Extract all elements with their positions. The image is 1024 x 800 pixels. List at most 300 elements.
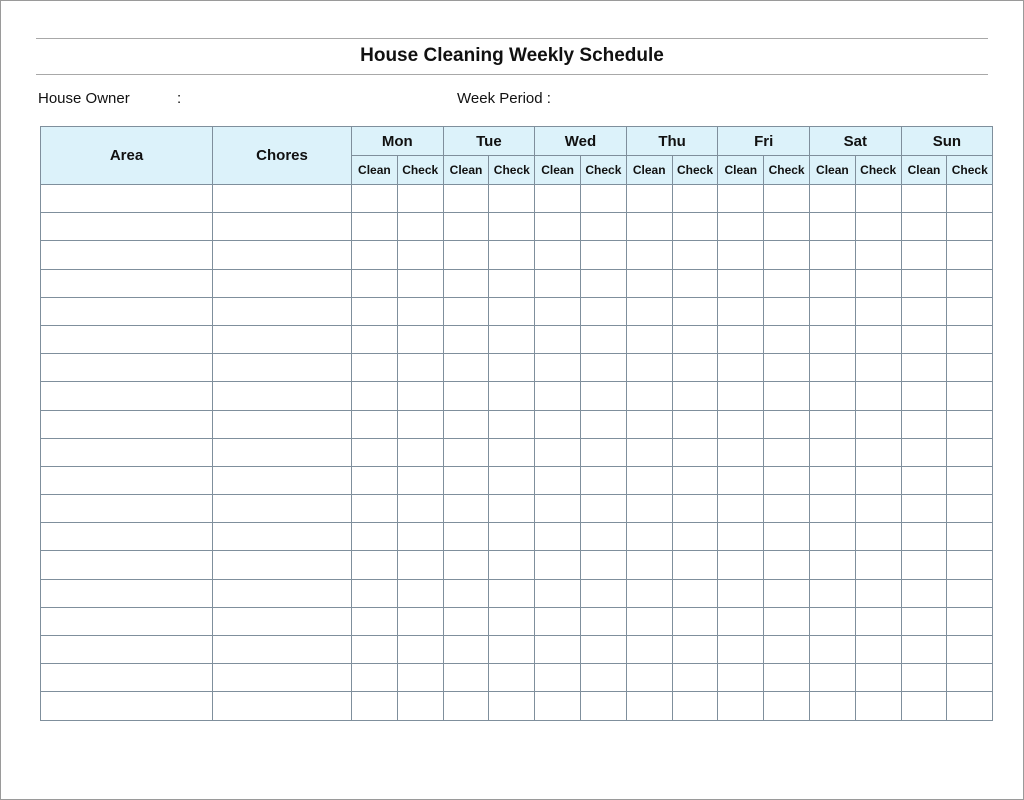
sun-clean-cell[interactable] bbox=[901, 692, 947, 720]
fri-check-cell[interactable] bbox=[764, 185, 810, 213]
sun-check-cell[interactable] bbox=[947, 523, 993, 551]
tue-check-cell[interactable] bbox=[489, 551, 535, 579]
area-cell[interactable] bbox=[41, 551, 213, 579]
fri-check-cell[interactable] bbox=[764, 297, 810, 325]
area-cell[interactable] bbox=[41, 382, 213, 410]
area-cell[interactable] bbox=[41, 579, 213, 607]
area-cell[interactable] bbox=[41, 692, 213, 720]
tue-clean-cell[interactable] bbox=[443, 410, 489, 438]
sun-check-cell[interactable] bbox=[947, 354, 993, 382]
thu-check-cell[interactable] bbox=[672, 523, 718, 551]
sat-clean-cell[interactable] bbox=[810, 325, 856, 353]
thu-clean-cell[interactable] bbox=[626, 325, 672, 353]
mon-clean-cell[interactable] bbox=[352, 410, 398, 438]
sat-clean-cell[interactable] bbox=[810, 579, 856, 607]
chores-cell[interactable] bbox=[213, 213, 352, 241]
fri-clean-cell[interactable] bbox=[718, 664, 764, 692]
fri-clean-cell[interactable] bbox=[718, 438, 764, 466]
sat-check-cell[interactable] bbox=[855, 269, 901, 297]
fri-check-cell[interactable] bbox=[764, 382, 810, 410]
fri-clean-cell[interactable] bbox=[718, 579, 764, 607]
mon-check-cell[interactable] bbox=[397, 297, 443, 325]
thu-check-cell[interactable] bbox=[672, 241, 718, 269]
sat-check-cell[interactable] bbox=[855, 185, 901, 213]
thu-check-cell[interactable] bbox=[672, 438, 718, 466]
sun-clean-cell[interactable] bbox=[901, 466, 947, 494]
mon-check-cell[interactable] bbox=[397, 438, 443, 466]
sun-check-cell[interactable] bbox=[947, 325, 993, 353]
tue-check-cell[interactable] bbox=[489, 579, 535, 607]
sun-clean-cell[interactable] bbox=[901, 607, 947, 635]
thu-check-cell[interactable] bbox=[672, 354, 718, 382]
sat-check-cell[interactable] bbox=[855, 523, 901, 551]
mon-check-cell[interactable] bbox=[397, 213, 443, 241]
thu-clean-cell[interactable] bbox=[626, 354, 672, 382]
sat-check-cell[interactable] bbox=[855, 382, 901, 410]
sat-clean-cell[interactable] bbox=[810, 523, 856, 551]
thu-clean-cell[interactable] bbox=[626, 269, 672, 297]
chores-cell[interactable] bbox=[213, 664, 352, 692]
sun-check-cell[interactable] bbox=[947, 213, 993, 241]
fri-check-cell[interactable] bbox=[764, 241, 810, 269]
wed-check-cell[interactable] bbox=[581, 325, 627, 353]
thu-clean-cell[interactable] bbox=[626, 551, 672, 579]
mon-check-cell[interactable] bbox=[397, 579, 443, 607]
wed-check-cell[interactable] bbox=[581, 607, 627, 635]
wed-check-cell[interactable] bbox=[581, 636, 627, 664]
tue-check-cell[interactable] bbox=[489, 269, 535, 297]
sat-clean-cell[interactable] bbox=[810, 495, 856, 523]
sun-check-cell[interactable] bbox=[947, 410, 993, 438]
wed-clean-cell[interactable] bbox=[535, 354, 581, 382]
tue-clean-cell[interactable] bbox=[443, 297, 489, 325]
thu-clean-cell[interactable] bbox=[626, 438, 672, 466]
chores-cell[interactable] bbox=[213, 636, 352, 664]
thu-clean-cell[interactable] bbox=[626, 213, 672, 241]
sun-check-cell[interactable] bbox=[947, 551, 993, 579]
sun-clean-cell[interactable] bbox=[901, 664, 947, 692]
mon-check-cell[interactable] bbox=[397, 551, 443, 579]
wed-clean-cell[interactable] bbox=[535, 664, 581, 692]
thu-check-cell[interactable] bbox=[672, 382, 718, 410]
wed-check-cell[interactable] bbox=[581, 523, 627, 551]
thu-check-cell[interactable] bbox=[672, 185, 718, 213]
sat-clean-cell[interactable] bbox=[810, 692, 856, 720]
mon-check-cell[interactable] bbox=[397, 354, 443, 382]
sun-check-cell[interactable] bbox=[947, 579, 993, 607]
mon-check-cell[interactable] bbox=[397, 325, 443, 353]
fri-check-cell[interactable] bbox=[764, 579, 810, 607]
fri-check-cell[interactable] bbox=[764, 213, 810, 241]
wed-check-cell[interactable] bbox=[581, 664, 627, 692]
mon-check-cell[interactable] bbox=[397, 269, 443, 297]
sat-check-cell[interactable] bbox=[855, 607, 901, 635]
sun-check-cell[interactable] bbox=[947, 269, 993, 297]
sat-check-cell[interactable] bbox=[855, 495, 901, 523]
sun-clean-cell[interactable] bbox=[901, 382, 947, 410]
fri-check-cell[interactable] bbox=[764, 692, 810, 720]
tue-check-cell[interactable] bbox=[489, 185, 535, 213]
tue-clean-cell[interactable] bbox=[443, 523, 489, 551]
tue-clean-cell[interactable] bbox=[443, 607, 489, 635]
wed-check-cell[interactable] bbox=[581, 241, 627, 269]
chores-cell[interactable] bbox=[213, 607, 352, 635]
chores-cell[interactable] bbox=[213, 466, 352, 494]
sat-clean-cell[interactable] bbox=[810, 354, 856, 382]
sun-check-cell[interactable] bbox=[947, 297, 993, 325]
sat-clean-cell[interactable] bbox=[810, 241, 856, 269]
sat-clean-cell[interactable] bbox=[810, 185, 856, 213]
tue-check-cell[interactable] bbox=[489, 354, 535, 382]
mon-check-cell[interactable] bbox=[397, 410, 443, 438]
mon-clean-cell[interactable] bbox=[352, 354, 398, 382]
area-cell[interactable] bbox=[41, 664, 213, 692]
tue-clean-cell[interactable] bbox=[443, 466, 489, 494]
tue-check-cell[interactable] bbox=[489, 664, 535, 692]
wed-check-cell[interactable] bbox=[581, 213, 627, 241]
sat-clean-cell[interactable] bbox=[810, 438, 856, 466]
sat-clean-cell[interactable] bbox=[810, 410, 856, 438]
sat-check-cell[interactable] bbox=[855, 410, 901, 438]
sun-check-cell[interactable] bbox=[947, 636, 993, 664]
fri-clean-cell[interactable] bbox=[718, 692, 764, 720]
thu-check-cell[interactable] bbox=[672, 636, 718, 664]
wed-check-cell[interactable] bbox=[581, 551, 627, 579]
thu-clean-cell[interactable] bbox=[626, 692, 672, 720]
wed-clean-cell[interactable] bbox=[535, 382, 581, 410]
sat-clean-cell[interactable] bbox=[810, 607, 856, 635]
area-cell[interactable] bbox=[41, 636, 213, 664]
fri-clean-cell[interactable] bbox=[718, 241, 764, 269]
sun-check-cell[interactable] bbox=[947, 241, 993, 269]
chores-cell[interactable] bbox=[213, 325, 352, 353]
fri-clean-cell[interactable] bbox=[718, 297, 764, 325]
tue-check-cell[interactable] bbox=[489, 495, 535, 523]
thu-check-cell[interactable] bbox=[672, 297, 718, 325]
mon-clean-cell[interactable] bbox=[352, 382, 398, 410]
mon-clean-cell[interactable] bbox=[352, 185, 398, 213]
sun-check-cell[interactable] bbox=[947, 438, 993, 466]
thu-check-cell[interactable] bbox=[672, 551, 718, 579]
thu-clean-cell[interactable] bbox=[626, 297, 672, 325]
tue-clean-cell[interactable] bbox=[443, 551, 489, 579]
fri-clean-cell[interactable] bbox=[718, 495, 764, 523]
mon-clean-cell[interactable] bbox=[352, 523, 398, 551]
thu-clean-cell[interactable] bbox=[626, 466, 672, 494]
mon-clean-cell[interactable] bbox=[352, 692, 398, 720]
tue-check-cell[interactable] bbox=[489, 607, 535, 635]
tue-check-cell[interactable] bbox=[489, 466, 535, 494]
tue-clean-cell[interactable] bbox=[443, 185, 489, 213]
tue-clean-cell[interactable] bbox=[443, 241, 489, 269]
fri-check-cell[interactable] bbox=[764, 551, 810, 579]
tue-check-cell[interactable] bbox=[489, 523, 535, 551]
tue-check-cell[interactable] bbox=[489, 241, 535, 269]
fri-check-cell[interactable] bbox=[764, 410, 810, 438]
area-cell[interactable] bbox=[41, 213, 213, 241]
wed-clean-cell[interactable] bbox=[535, 438, 581, 466]
thu-clean-cell[interactable] bbox=[626, 636, 672, 664]
wed-check-cell[interactable] bbox=[581, 269, 627, 297]
thu-check-cell[interactable] bbox=[672, 466, 718, 494]
area-cell[interactable] bbox=[41, 354, 213, 382]
sat-clean-cell[interactable] bbox=[810, 664, 856, 692]
mon-clean-cell[interactable] bbox=[352, 466, 398, 494]
fri-check-cell[interactable] bbox=[764, 664, 810, 692]
sun-clean-cell[interactable] bbox=[901, 325, 947, 353]
sun-check-cell[interactable] bbox=[947, 664, 993, 692]
chores-cell[interactable] bbox=[213, 269, 352, 297]
thu-clean-cell[interactable] bbox=[626, 664, 672, 692]
chores-cell[interactable] bbox=[213, 438, 352, 466]
fri-clean-cell[interactable] bbox=[718, 382, 764, 410]
thu-clean-cell[interactable] bbox=[626, 185, 672, 213]
mon-clean-cell[interactable] bbox=[352, 297, 398, 325]
sun-check-cell[interactable] bbox=[947, 692, 993, 720]
sat-check-cell[interactable] bbox=[855, 325, 901, 353]
wed-check-cell[interactable] bbox=[581, 185, 627, 213]
sat-clean-cell[interactable] bbox=[810, 297, 856, 325]
chores-cell[interactable] bbox=[213, 551, 352, 579]
area-cell[interactable] bbox=[41, 523, 213, 551]
thu-check-cell[interactable] bbox=[672, 664, 718, 692]
wed-clean-cell[interactable] bbox=[535, 551, 581, 579]
area-cell[interactable] bbox=[41, 495, 213, 523]
sat-check-cell[interactable] bbox=[855, 664, 901, 692]
wed-clean-cell[interactable] bbox=[535, 607, 581, 635]
mon-check-cell[interactable] bbox=[397, 636, 443, 664]
sat-check-cell[interactable] bbox=[855, 466, 901, 494]
tue-clean-cell[interactable] bbox=[443, 664, 489, 692]
fri-check-cell[interactable] bbox=[764, 466, 810, 494]
fri-check-cell[interactable] bbox=[764, 523, 810, 551]
sun-clean-cell[interactable] bbox=[901, 636, 947, 664]
sun-clean-cell[interactable] bbox=[901, 551, 947, 579]
fri-check-cell[interactable] bbox=[764, 495, 810, 523]
sun-clean-cell[interactable] bbox=[901, 269, 947, 297]
fri-clean-cell[interactable] bbox=[718, 325, 764, 353]
sun-check-cell[interactable] bbox=[947, 495, 993, 523]
sat-clean-cell[interactable] bbox=[810, 382, 856, 410]
thu-check-cell[interactable] bbox=[672, 692, 718, 720]
mon-clean-cell[interactable] bbox=[352, 551, 398, 579]
tue-clean-cell[interactable] bbox=[443, 692, 489, 720]
mon-clean-cell[interactable] bbox=[352, 325, 398, 353]
mon-clean-cell[interactable] bbox=[352, 438, 398, 466]
wed-check-cell[interactable] bbox=[581, 495, 627, 523]
area-cell[interactable] bbox=[41, 241, 213, 269]
fri-check-cell[interactable] bbox=[764, 438, 810, 466]
area-cell[interactable] bbox=[41, 466, 213, 494]
sat-check-cell[interactable] bbox=[855, 241, 901, 269]
sat-check-cell[interactable] bbox=[855, 213, 901, 241]
wed-check-cell[interactable] bbox=[581, 410, 627, 438]
tue-clean-cell[interactable] bbox=[443, 382, 489, 410]
sat-check-cell[interactable] bbox=[855, 579, 901, 607]
mon-clean-cell[interactable] bbox=[352, 664, 398, 692]
thu-clean-cell[interactable] bbox=[626, 523, 672, 551]
wed-clean-cell[interactable] bbox=[535, 297, 581, 325]
wed-check-cell[interactable] bbox=[581, 438, 627, 466]
sat-clean-cell[interactable] bbox=[810, 551, 856, 579]
fri-clean-cell[interactable] bbox=[718, 185, 764, 213]
chores-cell[interactable] bbox=[213, 692, 352, 720]
sun-check-cell[interactable] bbox=[947, 185, 993, 213]
fri-clean-cell[interactable] bbox=[718, 354, 764, 382]
fri-clean-cell[interactable] bbox=[718, 466, 764, 494]
sat-check-cell[interactable] bbox=[855, 297, 901, 325]
wed-clean-cell[interactable] bbox=[535, 241, 581, 269]
mon-clean-cell[interactable] bbox=[352, 495, 398, 523]
sun-clean-cell[interactable] bbox=[901, 297, 947, 325]
chores-cell[interactable] bbox=[213, 382, 352, 410]
thu-clean-cell[interactable] bbox=[626, 607, 672, 635]
thu-clean-cell[interactable] bbox=[626, 410, 672, 438]
sun-clean-cell[interactable] bbox=[901, 185, 947, 213]
wed-clean-cell[interactable] bbox=[535, 523, 581, 551]
mon-clean-cell[interactable] bbox=[352, 241, 398, 269]
thu-check-cell[interactable] bbox=[672, 579, 718, 607]
sun-clean-cell[interactable] bbox=[901, 579, 947, 607]
chores-cell[interactable] bbox=[213, 495, 352, 523]
thu-check-cell[interactable] bbox=[672, 269, 718, 297]
fri-clean-cell[interactable] bbox=[718, 636, 764, 664]
sat-check-cell[interactable] bbox=[855, 551, 901, 579]
area-cell[interactable] bbox=[41, 410, 213, 438]
chores-cell[interactable] bbox=[213, 297, 352, 325]
sun-clean-cell[interactable] bbox=[901, 410, 947, 438]
fri-check-cell[interactable] bbox=[764, 354, 810, 382]
sun-clean-cell[interactable] bbox=[901, 438, 947, 466]
sat-check-cell[interactable] bbox=[855, 354, 901, 382]
thu-clean-cell[interactable] bbox=[626, 241, 672, 269]
fri-check-cell[interactable] bbox=[764, 607, 810, 635]
wed-check-cell[interactable] bbox=[581, 692, 627, 720]
sat-check-cell[interactable] bbox=[855, 438, 901, 466]
fri-clean-cell[interactable] bbox=[718, 213, 764, 241]
tue-check-cell[interactable] bbox=[489, 692, 535, 720]
wed-check-cell[interactable] bbox=[581, 354, 627, 382]
fri-check-cell[interactable] bbox=[764, 269, 810, 297]
tue-check-cell[interactable] bbox=[489, 297, 535, 325]
tue-clean-cell[interactable] bbox=[443, 495, 489, 523]
tue-clean-cell[interactable] bbox=[443, 354, 489, 382]
sun-check-cell[interactable] bbox=[947, 382, 993, 410]
sun-check-cell[interactable] bbox=[947, 607, 993, 635]
tue-check-cell[interactable] bbox=[489, 325, 535, 353]
thu-clean-cell[interactable] bbox=[626, 579, 672, 607]
mon-check-cell[interactable] bbox=[397, 466, 443, 494]
tue-clean-cell[interactable] bbox=[443, 269, 489, 297]
sat-clean-cell[interactable] bbox=[810, 636, 856, 664]
mon-check-cell[interactable] bbox=[397, 185, 443, 213]
wed-clean-cell[interactable] bbox=[535, 410, 581, 438]
fri-clean-cell[interactable] bbox=[718, 269, 764, 297]
sat-clean-cell[interactable] bbox=[810, 269, 856, 297]
wed-clean-cell[interactable] bbox=[535, 692, 581, 720]
tue-check-cell[interactable] bbox=[489, 213, 535, 241]
mon-clean-cell[interactable] bbox=[352, 269, 398, 297]
sat-clean-cell[interactable] bbox=[810, 466, 856, 494]
mon-clean-cell[interactable] bbox=[352, 636, 398, 664]
thu-check-cell[interactable] bbox=[672, 325, 718, 353]
mon-check-cell[interactable] bbox=[397, 692, 443, 720]
tue-check-cell[interactable] bbox=[489, 382, 535, 410]
fri-check-cell[interactable] bbox=[764, 325, 810, 353]
sun-check-cell[interactable] bbox=[947, 466, 993, 494]
mon-check-cell[interactable] bbox=[397, 607, 443, 635]
wed-clean-cell[interactable] bbox=[535, 325, 581, 353]
fri-check-cell[interactable] bbox=[764, 636, 810, 664]
mon-clean-cell[interactable] bbox=[352, 213, 398, 241]
area-cell[interactable] bbox=[41, 325, 213, 353]
mon-check-cell[interactable] bbox=[397, 495, 443, 523]
wed-check-cell[interactable] bbox=[581, 466, 627, 494]
wed-clean-cell[interactable] bbox=[535, 213, 581, 241]
area-cell[interactable] bbox=[41, 438, 213, 466]
wed-clean-cell[interactable] bbox=[535, 579, 581, 607]
mon-check-cell[interactable] bbox=[397, 523, 443, 551]
wed-check-cell[interactable] bbox=[581, 579, 627, 607]
chores-cell[interactable] bbox=[213, 410, 352, 438]
mon-check-cell[interactable] bbox=[397, 241, 443, 269]
sun-clean-cell[interactable] bbox=[901, 241, 947, 269]
tue-clean-cell[interactable] bbox=[443, 636, 489, 664]
sat-clean-cell[interactable] bbox=[810, 213, 856, 241]
thu-check-cell[interactable] bbox=[672, 495, 718, 523]
fri-clean-cell[interactable] bbox=[718, 523, 764, 551]
tue-clean-cell[interactable] bbox=[443, 438, 489, 466]
fri-clean-cell[interactable] bbox=[718, 551, 764, 579]
tue-check-cell[interactable] bbox=[489, 410, 535, 438]
chores-cell[interactable] bbox=[213, 354, 352, 382]
sat-check-cell[interactable] bbox=[855, 636, 901, 664]
thu-check-cell[interactable] bbox=[672, 607, 718, 635]
chores-cell[interactable] bbox=[213, 241, 352, 269]
wed-check-cell[interactable] bbox=[581, 382, 627, 410]
thu-check-cell[interactable] bbox=[672, 213, 718, 241]
thu-clean-cell[interactable] bbox=[626, 495, 672, 523]
chores-cell[interactable] bbox=[213, 523, 352, 551]
tue-clean-cell[interactable] bbox=[443, 579, 489, 607]
wed-clean-cell[interactable] bbox=[535, 636, 581, 664]
wed-clean-cell[interactable] bbox=[535, 185, 581, 213]
thu-check-cell[interactable] bbox=[672, 410, 718, 438]
fri-clean-cell[interactable] bbox=[718, 410, 764, 438]
sat-check-cell[interactable] bbox=[855, 692, 901, 720]
mon-check-cell[interactable] bbox=[397, 382, 443, 410]
area-cell[interactable] bbox=[41, 607, 213, 635]
area-cell[interactable] bbox=[41, 185, 213, 213]
tue-check-cell[interactable] bbox=[489, 636, 535, 664]
wed-clean-cell[interactable] bbox=[535, 495, 581, 523]
chores-cell[interactable] bbox=[213, 579, 352, 607]
fri-clean-cell[interactable] bbox=[718, 607, 764, 635]
mon-clean-cell[interactable] bbox=[352, 579, 398, 607]
area-cell[interactable] bbox=[41, 297, 213, 325]
mon-check-cell[interactable] bbox=[397, 664, 443, 692]
sun-clean-cell[interactable] bbox=[901, 354, 947, 382]
sun-clean-cell[interactable] bbox=[901, 213, 947, 241]
tue-clean-cell[interactable] bbox=[443, 213, 489, 241]
chores-cell[interactable] bbox=[213, 185, 352, 213]
thu-clean-cell[interactable] bbox=[626, 382, 672, 410]
area-cell[interactable] bbox=[41, 269, 213, 297]
mon-clean-cell[interactable] bbox=[352, 607, 398, 635]
sun-clean-cell[interactable] bbox=[901, 523, 947, 551]
wed-clean-cell[interactable] bbox=[535, 269, 581, 297]
wed-clean-cell[interactable] bbox=[535, 466, 581, 494]
